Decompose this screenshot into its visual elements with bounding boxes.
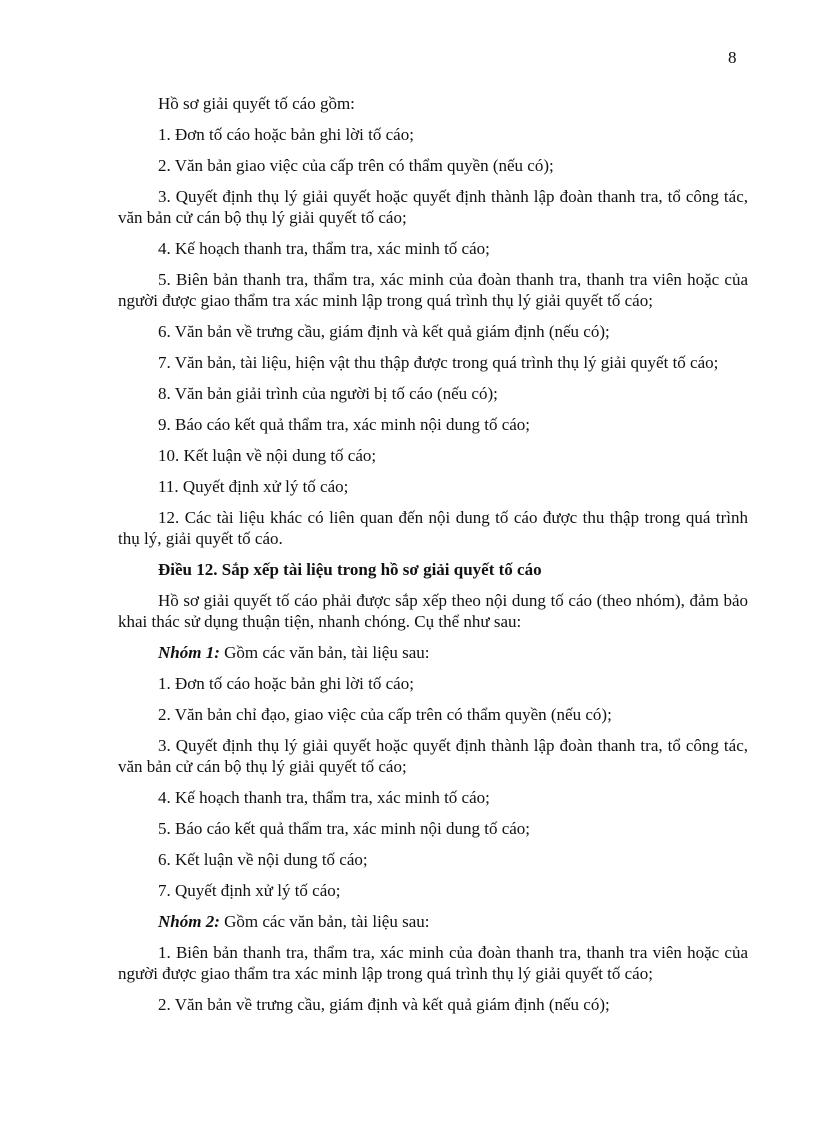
paragraph: Hồ sơ giải quyết tố cáo phải được sắp xếp theo nội dung tố cáo (theo nhóm), đảm bảo khai thác sử dụng thuận tiện, nhanh chóng. Cụ thể như sau: — [118, 591, 748, 631]
group-paragraph — [118, 642, 748, 663]
paragraph: 4. Kế hoạch thanh tra, thẩm tra, xác minh tố cáo; — [158, 788, 490, 807]
group-paragraph — [118, 911, 748, 932]
paragraph: Hồ sơ giải quyết tố cáo gồm: — [158, 94, 355, 113]
paragraph: 2. Văn bản chỉ đạo, giao việc của cấp trên có thẩm quyền (nếu có); — [158, 705, 612, 724]
paragraph: 1. Đơn tố cáo hoặc bản ghi lời tố cáo; — [158, 674, 414, 693]
paragraph: 4. Kế hoạch thanh tra, thẩm tra, xác minh tố cáo; — [158, 239, 490, 258]
paragraph: 1. Biên bản thanh tra, thẩm tra, xác minh của đoàn thanh tra, thanh tra viên hoặc của người được giao thẩm tra xác minh lập trong quá trình thụ lý giải quyết tố cáo; — [118, 943, 748, 983]
paragraph: 10. Kết luận về nội dung tố cáo; — [158, 446, 377, 465]
paragraph: 7. Quyết định xử lý tố cáo; — [158, 881, 341, 900]
paragraph: 11. Quyết định xử lý tố cáo; — [158, 477, 349, 496]
paragraph: 3. Quyết định thụ lý giải quyết hoặc quyết định thành lập đoàn thanh tra, tổ công tác, văn bản cử cán bộ thụ lý giải quyết tố cáo; — [118, 736, 748, 776]
paragraph: 2. Văn bản giao việc của cấp trên có thẩm quyền (nếu có); — [158, 156, 554, 175]
paragraph: 12. Các tài liệu khác có liên quan đến nội dung tố cáo được thu thập trong quá trình thụ lý, giải quyết tố cáo. — [118, 508, 748, 548]
document-body — [118, 93, 748, 1025]
group-text: Gồm các văn bản, tài liệu sau: — [219, 912, 430, 931]
group-label: Nhóm 2: — [158, 912, 220, 931]
paragraph: 2. Văn bản về trưng cầu, giám định và kết quả giám định (nếu có); — [158, 995, 610, 1014]
paragraph: 8. Văn bản giải trình của người bị tố cáo (nếu có); — [158, 384, 498, 403]
page-number: 8 — [728, 48, 737, 67]
paragraph: 7. Văn bản, tài liệu, hiện vật thu thập được trong quá trình thụ lý giải quyết tố cáo; — [158, 353, 719, 372]
group-label: Nhóm 1: — [158, 643, 220, 662]
paragraph: 6. Kết luận về nội dung tố cáo; — [158, 850, 368, 869]
paragraph: 6. Văn bản về trưng cầu, giám định và kết quả giám định (nếu có); — [158, 322, 610, 341]
group-text: Gồm các văn bản, tài liệu sau: — [219, 643, 430, 662]
paragraph: 5. Biên bản thanh tra, thẩm tra, xác minh của đoàn thanh tra, thanh tra viên hoặc của người được giao thẩm tra xác minh lập trong quá trình thụ lý giải quyết tố cáo; — [118, 270, 748, 310]
paragraph: 9. Báo cáo kết quả thẩm tra, xác minh nội dung tố cáo; — [158, 415, 531, 434]
paragraph: 3. Quyết định thụ lý giải quyết hoặc quyết định thành lập đoàn thanh tra, tổ công tác, văn bản cử cán bộ thụ lý giải quyết tố cáo; — [118, 187, 748, 227]
paragraph: 1. Đơn tố cáo hoặc bản ghi lời tố cáo; — [158, 125, 414, 144]
paragraph: 5. Báo cáo kết quả thẩm tra, xác minh nội dung tố cáo; — [158, 819, 531, 838]
section-heading: Điều 12. Sắp xếp tài liệu trong hồ sơ giải quyết tố cáo — [158, 560, 542, 579]
